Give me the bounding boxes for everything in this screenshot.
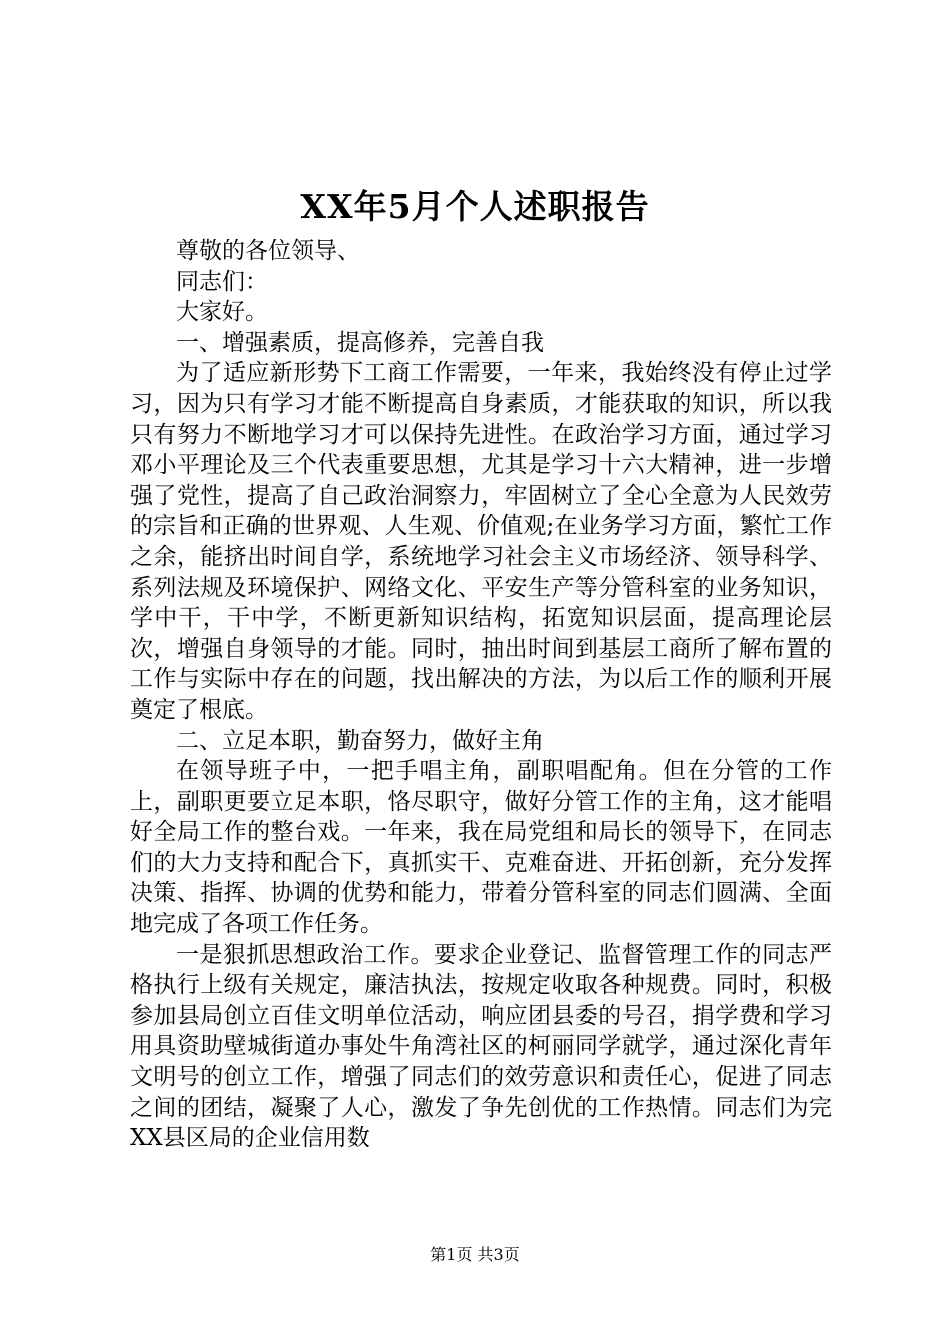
paragraph-role: 在领导班子中，一把手唱主角，副职唱配角。但在分管的工作上，副职更要立足本职，恪尽职守，做好分管工作的主角，这才能唱好全局工作的整台戏。一年来，我在局党组和局长的领导下，在同志们的大力支持和配合下，真抓实干、克难奋进、开拓创新，充分发挥决策、指挥、协调的优势和能力，带着分管科室的同志们圆满、全面地完成了各项工作任务。 (130, 758, 832, 938)
section-heading-1: 一、增强素质，提高修养，完善自我 (176, 329, 544, 356)
greeting: 大家好。 (176, 299, 268, 326)
page-title: XX年5月个人述职报告 (300, 187, 650, 226)
paragraph-study: 为了适应新形势下工商工作需要，一年来，我始终没有停止过学习，因为只有学习才能不断提高自身素质，才能获取的知识，所以我只有努力不断地学习才可以保持先进性。在政治学习方面，通过学习邓小平理论及三个代表重要思想，尤其是学习十六大精神，进一步增强了党性，提高了自己政治洞察力，牢固树立了全心全意为人民效劳的宗旨和正确的世界观、人生观、价值观;在业务学习方面，繁忙工作之余，能挤出时间自学，系统地学习社会主义市场经济、领导科学、系列法规及环境保护、网络文化、平安生产等分管科室的业务知识，学中干，干中学，不断更新知识结构，拓宽知识层面，提高理论层次，增强自身领导的才能。同时，抽出时间到基层工商所了解布置的工作与实际中存在的问题，找出解决的方法，为以后工作的顺利开展奠定了根底。 (130, 360, 832, 723)
salutation-line-1: 尊敬的各位领导、 (176, 238, 360, 264)
salutation-line-2: 同志们： (176, 268, 268, 295)
section-heading-2: 二、立足本职，勤奋努力，做好主角 (176, 727, 544, 754)
document-body (130, 236, 832, 1154)
page-number-footer: 第1页 共3页 (430, 1245, 520, 1264)
paragraph-political-work: 一是狠抓思想政治工作。要求企业登记、监督管理工作的同志严格执行上级有关规定，廉洁执法，按规定收取各种规费。同时，积极参加县局创立百佳文明单位活动，响应团县委的号召，捐学费和学习用具资助壁城街道办事处牛角湾社区的柯丽同学就学，通过深化青年文明号的创立工作，增强了同志们的效劳意识和责任心，促进了同志之间的团结，凝聚了人心，激发了争先创优的工作热情。同志们为完XX县区局的企业信用数 (130, 941, 832, 1152)
